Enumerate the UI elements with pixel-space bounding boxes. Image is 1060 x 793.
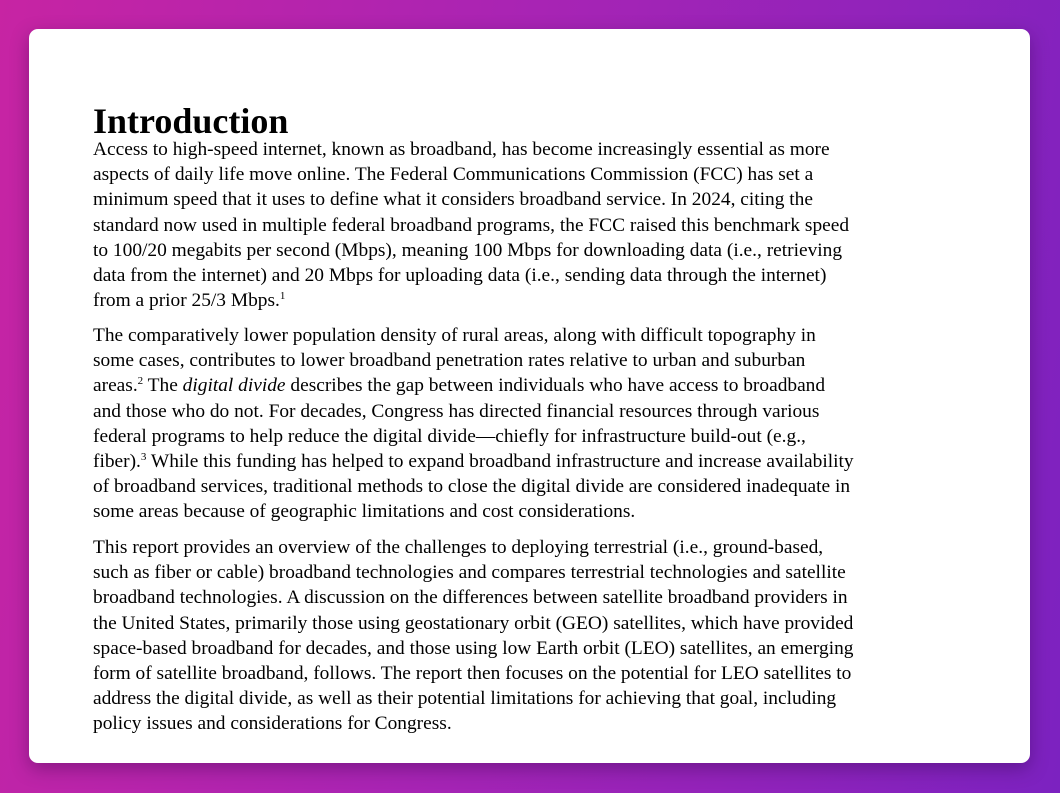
paragraph-line: some areas because of geographic limitations and cost considerations.	[93, 501, 636, 523]
paragraph-line	[93, 288, 973, 313]
paragraph-line: This report provides an overview of the challenges to deploying terrestrial (i.e., ground-based,	[93, 537, 824, 558]
paragraph-line: minimum speed that it uses to define what it considers broadband service. In 2024, citing the	[93, 189, 813, 211]
paragraph-text: from a prior 25/3 Mbps.	[93, 290, 280, 312]
paragraph-line: some cases, contributes to lower broadband penetration rates relative to urban and suburban	[93, 350, 806, 372]
footnote-ref-1[interactable]: 1	[279, 290, 286, 303]
page-title: Introduction	[93, 101, 289, 141]
paragraph-2	[93, 323, 973, 525]
paragraph-line: of broadband services, traditional methods to close the digital divide are considered inadequate in	[93, 476, 851, 498]
paragraph-line: form of satellite broadband, follows. The report then focuses on the potential for LEO satellites to	[93, 663, 852, 685]
paragraph-line: standard now used in multiple federal broadband programs, the FCC raised this benchmark speed	[93, 214, 850, 236]
paragraph-line: data from the internet) and 20 Mbps for uploading data (i.e., sending data through the internet)	[93, 265, 827, 287]
paragraph-line: aspects of daily life move online. The Federal Communications Commission (FCC) has set a	[93, 164, 814, 186]
paragraph-line: space-based broadband for decades, and those using low Earth orbit (LEO) satellites, an emerging	[93, 637, 854, 659]
paragraph-line: to 100/20 megabits per second (Mbps), meaning 100 Mbps for downloading data (i.e., retrieving	[93, 239, 843, 261]
paragraph-line: and those who do not. For decades, Congress has directed financial resources through various	[93, 400, 820, 422]
paragraph-line: federal programs to help reduce the digital divide—chiefly for infrastructure build-out (e.g.,	[93, 425, 806, 447]
paragraph-line: address the digital divide, as well as their potential limitations for achieving that goal, including	[93, 688, 837, 710]
paragraph-line	[93, 449, 973, 474]
paragraph-text: describes the gap between individuals who have access to broadband	[285, 375, 826, 397]
paragraph-1	[93, 137, 973, 313]
paragraph-line: The comparatively lower population density of rural areas, along with difficult topography in	[93, 325, 816, 346]
paragraph-line: the United States, primarily those using geostationary orbit (GEO) satellites, which have provided	[93, 612, 854, 634]
document-card	[29, 29, 1030, 763]
paragraph-text: areas.	[93, 375, 138, 397]
paragraph-text: fiber).	[93, 451, 141, 473]
emphasis-term: digital divide	[182, 375, 286, 397]
paragraph-line: Access to high-speed internet, known as broadband, has become increasingly essential as more	[93, 139, 830, 160]
footnote-ref-3[interactable]: 3	[140, 451, 147, 464]
paragraph-text: While this funding has helped to expand broadband infrastructure and increase availability	[146, 451, 854, 473]
paragraph-line: such as fiber or cable) broadband technologies and compares terrestrial technologies and satellite	[93, 562, 846, 584]
footnote-ref-2[interactable]: 2	[137, 375, 144, 388]
paragraph-line: broadband technologies. A discussion on the differences between satellite broadband providers in	[93, 587, 848, 609]
paragraph-3	[93, 535, 973, 737]
paragraph-line	[93, 373, 973, 398]
paragraph-text: The	[143, 375, 183, 397]
paragraph-line: policy issues and considerations for Congress.	[93, 713, 452, 735]
